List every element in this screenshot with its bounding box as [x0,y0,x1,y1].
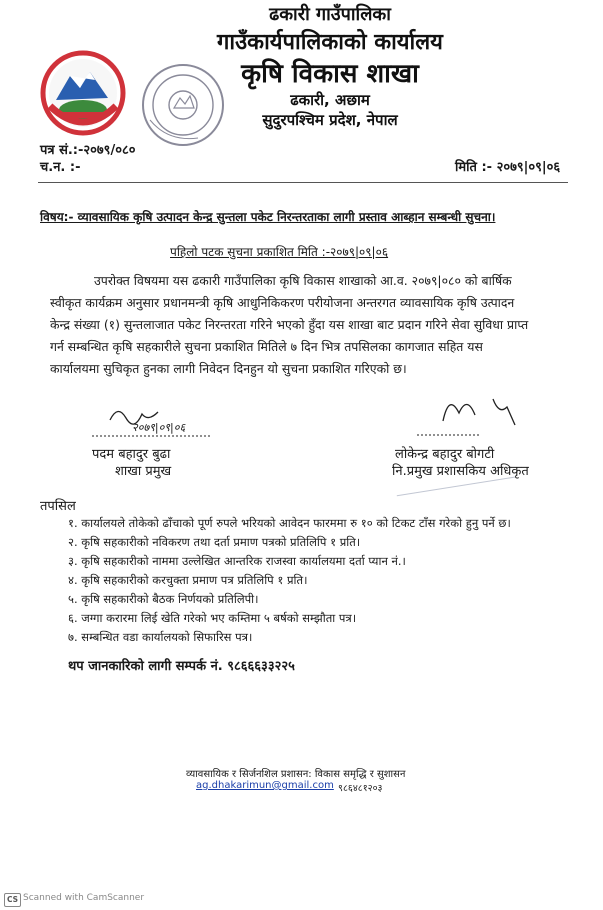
annex-heading: तपसिल [40,499,76,514]
right-signatory-title: नि.प्रमुख प्रशासकिय अधिकृत [392,464,529,479]
dispatch-number: च.न. :- [40,160,81,175]
scanner-watermark: Scanned with CamScanner [23,893,145,903]
body-line: उपरोक्त विषयमा यस ढकारी गाउँपालिका कृषि विकास शाखाको आ.व. २०७९|०८० को बार्षिक [94,273,512,288]
list-item: ४. कृषि सहकारीको करचुक्ता प्रमाण पत्र प्रतिलिपि १ प्रति। [68,573,308,587]
left-signatory-name: पदम बहादुर बुढा [92,447,171,462]
first-publish-date: पहिलो पटक सुचना प्रकाशित मिति :-२०७९|०९|०६ [170,245,389,259]
list-item: ६. जग्गा करारमा लिई खेति गरेको भए कम्तिमा ५ बर्षको सम्झौता पत्र। [68,611,357,625]
contact-line: थप जानकारिको लागी सम्पर्क नं. ९८६६६३३२२५ [68,659,295,674]
subject-line: विषय:- व्यावसायिक कृषि उत्पादन केन्द्र सुन्तला पकेट निरन्तरताका लागी प्रस्ताव आब्हान सम्बन्धी सुचना। [40,210,496,224]
municipality-logo [40,50,126,136]
list-item: ५. कृषि सहकारीको बैठक निर्णयको प्रतिलिपी। [68,592,259,606]
letter-number: पत्र सं.:-२०७९/०८० [40,143,136,158]
body-line: स्वीकृत कार्यक्रम अनुसार प्रधानमन्त्री कृषि आधुनिकिकरण परीयोजना अन्तरगत व्यावसायिक कृषि उत्पादन [50,295,515,310]
address-line: ढकारी, अछाम [290,91,370,109]
divider [38,182,568,183]
right-signatory-name: लोकेन्द्र बहादुर बोगटी [395,447,495,462]
list-item: २. कृषि सहकारीको नविकरण तथा दर्ता प्रमाण पत्रको प्रतिलिपि १ प्रति। [68,535,361,549]
office-name: गाउँकार्यपालिकाको कार्यालय [217,30,443,55]
list-item: १. कार्यालयले तोकेको ढाँचाको पूर्ण रुपले भरियको आवेदन फारममा रु १० को टिकट टाँस गरेको हुनु पर्ने छ। [68,516,511,530]
footer-slogan: व्यावसायिक र सिर्जनशिल प्रशासन: विकास समृद्धि र सुशासन [186,769,406,780]
letter-date: मिति :- २०७९|०९|०६ [455,160,561,175]
province-line: सुदुरपश्चिम प्रदेश, नेपाल [262,111,398,129]
camscanner-badge-icon: CS [4,893,21,907]
municipality-name: ढकारी गाउँपालिका [269,4,391,25]
right-signature-scrawl [415,385,565,440]
branch-name: कृषि विकास शाखा [241,59,419,89]
footer-email-link[interactable]: ag.dhakarimun@gmail.com [196,780,334,791]
left-signature-date: २०७९|०९|०६ [132,421,186,434]
body-line: कार्यालयमा सुचिकृत हुनका लागी निवेदन दिनहुन यो सुचना प्रकाशित गरिएको छ। [50,361,407,376]
annex-list [68,514,568,647]
body-paragraph [50,270,570,380]
left-signatory-title: शाखा प्रमुख [115,464,172,479]
footer-phone: ९८६४८१२०३ [338,783,383,794]
list-item: ३. कृषि सहकारीको नाममा उल्लेखित आन्तरिक राजस्वा कार्यालयमा दर्ता प्यान नं.। [68,554,406,568]
list-item: ७. सम्बन्धित वडा कार्यालयको सिफारिस पत्र। [68,630,253,644]
body-line: गर्न सम्बन्धित कृषि सहकारीले सुचना प्रकाशित मितिले ७ दिन भित्र तपसिलका कागजात सहित यस [50,339,483,354]
body-line: केन्द्र संख्या (१) सुन्तलाजात पकेट निरन्तरता गरिने भएको हुँदा यस शाखा बाट प्रदान गरिने सेवा सुविधा प्राप्त [50,317,529,332]
